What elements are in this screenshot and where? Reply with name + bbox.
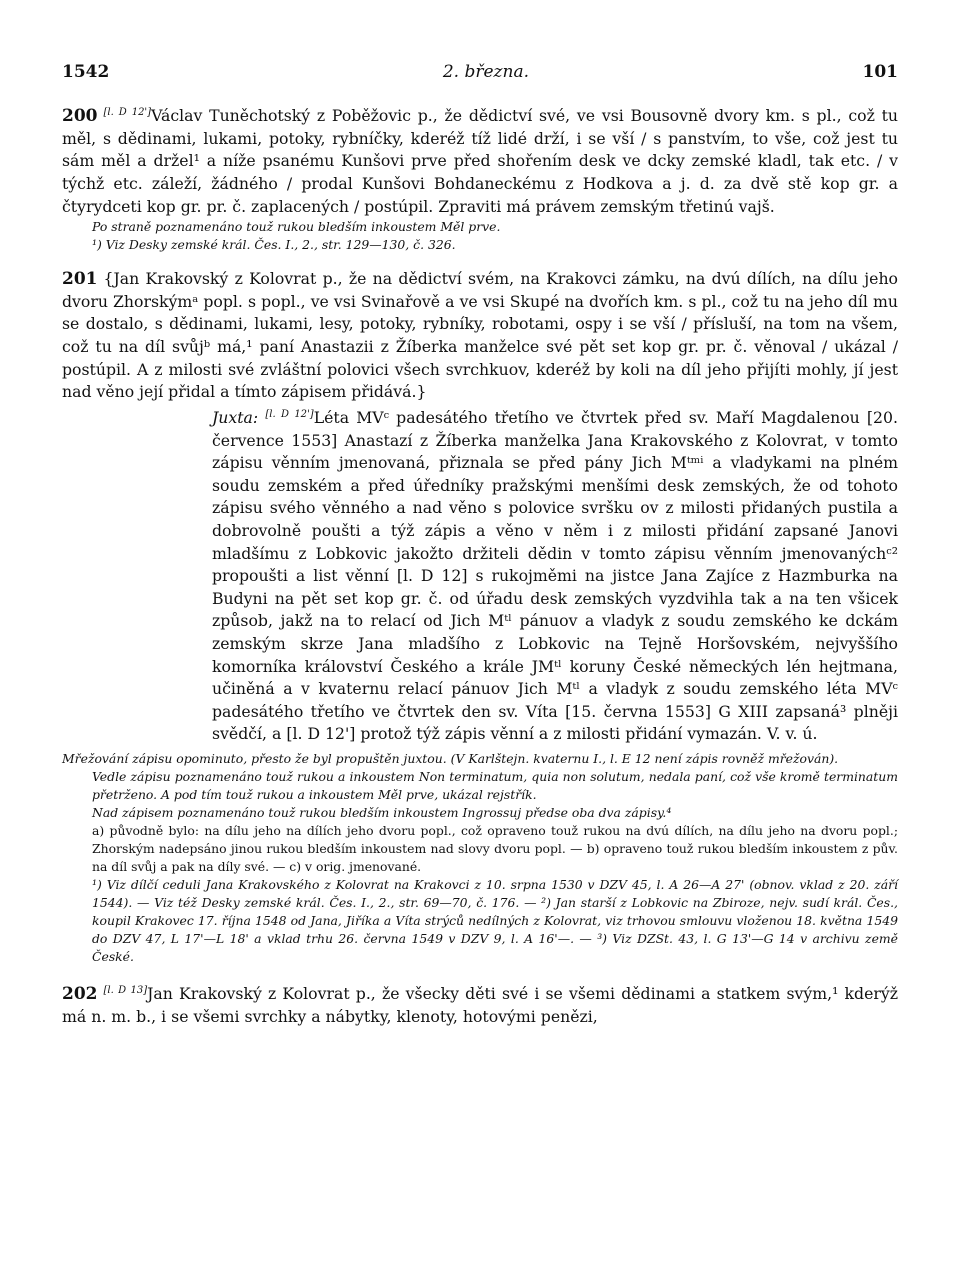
juxta-label: Juxta: [212, 408, 259, 427]
entry-number: 202 [62, 984, 98, 1005]
juxta-text: Léta MVᶜ padesátého třetího ve čtvrtek před sv. Maří Magdalenou [20. července 1553] Anastazí z Žíberka manželka Jana Krakovského z Kolovrat, v tomto zápisu věnním jmenovaná, přiznala se před pány Jich Mᵗᵐⁱ a vladykami na plném soudu zemském a před úředníky pražskými menšími desk zemských, že od tohoto zápisu svého věnného a nad věno s polovice svršku ov z milosti přidaných pustila a dobrovolně poušti a týž zápis a věno v něm i z milosti přidání zapsané Janovi mladšímu z Lobkovic jakožto držiteli dědin v tomto zápisu věnním jmenovanýchᶜ² propoušti a list věnní [l. D 12] s rukojměmi na jistce Jana Zajíce z Hazmburka na Budyni na pět set kop gr. č. od úřadu desk zemských vyzdvihla tak a na ten všicek způsob, jakž na to relací od Jich Mᵗˡ pánuov a vladyk z soudu zemského ke dckám zemským skrze Jana mladšího z Lobkovic na Tejně Horšovském, nejvyššího komorníka království Českého a krále JMᵗˡ koruny České německých lén hejtmana, učiněná a v kvaternu relací pánuov Jich Mᵗˡ a vladyk z soudu zemského léta MVᶜ padesátého třetího ve čtvrtek den sv. Víta [15. června 1553] G XIII zapsaná³ plněji svědčí, a [l. D 12'] protož týž zápis věnní a z milosti přidání vymazán. V. v. ú. [212, 408, 898, 744]
entry-number: 201 [62, 269, 98, 290]
folio-mark: [l. D 12'] [265, 408, 314, 420]
header-year: 1542 [62, 62, 110, 82]
document-page [62, 62, 898, 1028]
entry-202 [62, 980, 898, 1028]
entry-text: Václav Tuněchotský z Poběžovic p., že dědictví své, ve vsi Bousovně dvory km. s pl., což tu měl, s dědinami, lukami, potoky, rybníčky, kderéž tíž lidé drží, i se vší / s panstvím, to vše, což jest tu sám měl a držel¹ a níže psanému Kunšovi prve před shořením desk ve dcky zemské kladl, tak etc. / v týchž etc. záleží, žádného / prodal Kunšovi Bohdaneckému z Hodkova a j. d. za dvě stě kop gr. a čtyrydceti kop gr. pr. č. zaplacených / postúpil. Zpraviti má právem zemským třetinú vajš. [62, 106, 899, 216]
page-number: 101 [862, 62, 898, 82]
entry-footnote: ¹) Viz Desky zemské král. Čes. I., 2., str. 129—130, č. 326. [92, 237, 456, 253]
entry-text: Jan Krakovský z Kolovrat p., že na dědictví svém, na Krakovci zámku, na dvú dílích, na dílu jeho dvoru Zhorskýmᵃ popl. s popl., ve vsi Svinařově a ve vsi Skupé na dvořích km. s pl., což tu na jeho díl mu se dostalo, s dědinami, lukami, lesy, potoky, rybníky, robotami, ospy i se vší / přísluší, na tom na všem, což tu na díl svůjᵇ má,¹ paní Anastazii z Žíberka manželce své pět set kop gr. pr. č. věnoval / ukázal / postúpil. A z milosti své zvláštní polovici všech svrchkuov, kderéž by koli na díl jeho přijíti mohly, jí jest nad věno její přidal a tímto zápisem přidává.} [62, 269, 898, 402]
entry-200 [62, 102, 898, 218]
entry-number: 200 [62, 106, 98, 127]
juxta-paragraph [212, 404, 898, 746]
entry-note: a) původně bylo: na dílu jeho na dílích jeho dvoru popl., což opraveno touž rukou na dvú dílích, na dílu jeho na dvoru popl.; Zhorským nadepsáno jinou rukou bledším inkoustem nad slovy dvoru popl. — b) opraveno touž rukou bledším inkoustem z pův. na díl svůj a pak na díly své. — c) v orig. jmenované. [92, 822, 898, 874]
entry-201 [62, 268, 898, 404]
header-date: 2. března. [442, 62, 529, 82]
entry-note: Mřežování zápisu opominuto, přesto že byl propuštěn juxtou. (V Karlštejn. kvaternu I., l. E 12 není zápis rovněž mřežován). [62, 750, 839, 766]
folio-mark: [l. D 13] [103, 984, 148, 996]
brace-mark: { [103, 269, 114, 289]
folio-mark: [l. D 12'] [103, 107, 152, 118]
entry-note: Vedle zápisu poznamenáno touž rukou a inkoustem Non terminatum, quia non solutum, nedala paní, což vše kromě terminatum přetrženo. A pod tím touž rukou a inkoustem Měl prve, ukázal rejstřík. [92, 768, 898, 802]
entry-text: Jan Krakovský z Kolovrat p., že všecky děti své i se všemi dědinami a statkem svým,¹ kderýž má n. m. b., i se všemi svrchky a nábytky, klenoty, hotovými penězi, [62, 984, 898, 1026]
entry-footnotes: ¹) Viz dílčí ceduli Jana Krakovského z Kolovrat na Krakovci z 10. srpna 1530 v DZV 45, l. A 26—A 27' (obnov. vklad z 20. září 1544). — Viz též Desky zemské král. Čes. I., 2., str. 69—70, č. 176. — ²) Jan starší z Lobkovic na Zbiroze, nejv. sudí král. Čes., koupil Krakovec 17. října 1548 od Jana, Jiříka a Víta strýců nedílných z Kolovrat, viz trhovou smlouvu vloženou 18. května 1549 do DZV 47, L 17'—L 18' a vklad trhu 26. června 1549 v DZV 9, l. A 16'—. — ³) Viz DZSt. 43, l. G 13'—G 14 v archivu země České. [92, 876, 898, 964]
page-header [62, 62, 898, 82]
entry-remark: Po straně poznamenáno touž rukou bledším inkoustem Měl prve. [92, 219, 501, 235]
entry-note: Nad zápisem poznamenáno touž rukou bledším inkoustem Ingrossuj předse oba dva zápisy.⁴ [92, 804, 672, 820]
